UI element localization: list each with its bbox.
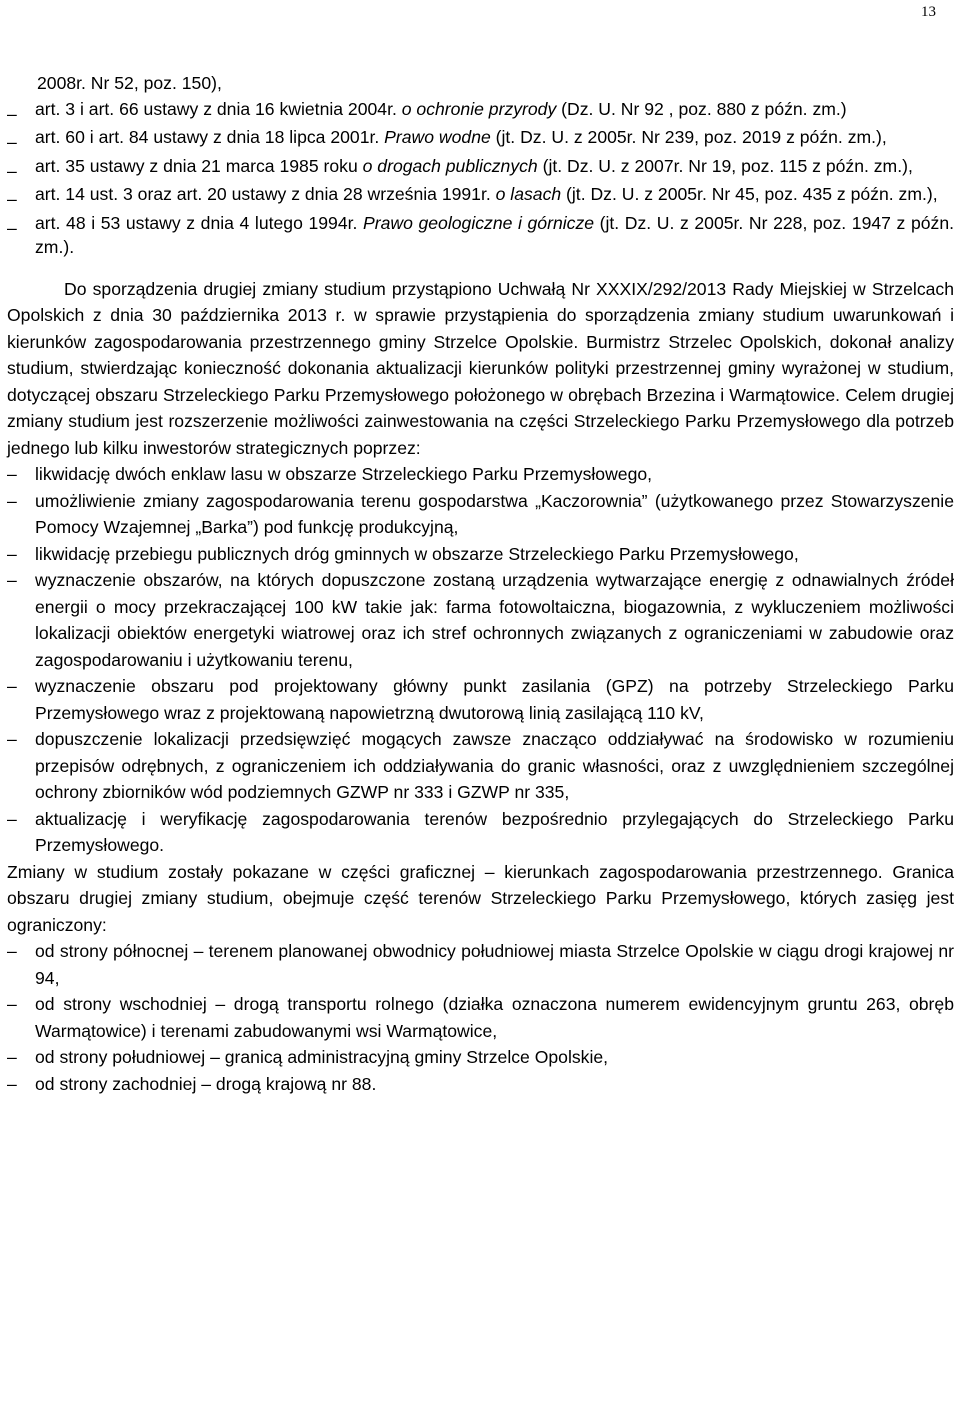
list-item: [7, 154, 954, 179]
item-text: wyznaczenie obszarów, na których dopuszczone zostaną urządzenia wytwarzające energię z odnawialnych źródeł energii o mocy przekraczającej 100 kW takie jak: farma fotowoltaiczna, biogazownia, z wykluczeniem możliwości lokalizacji obiektów energetyki wiatrowej oraz ich stref ochronnych związanych z ograniczeniami w zabudowie oraz zagospodarowaniu i użytkowaniu terenu,: [35, 570, 954, 670]
item-text: likwidację przebiegu publicznych dróg gminnych w obszarze Strzeleckiego Parku Przemysłowego,: [35, 543, 799, 564]
item-text: (jt. Dz. U. z 2005r. Nr 228, poz. 1947 z późn. zm.).: [35, 212, 954, 257]
dash-bullet-icon: –: [7, 941, 17, 961]
item-text: likwidację dwóch enklaw lasu w obszarze Strzeleckiego Parku Przemysłowego,: [35, 464, 653, 484]
dash-bullet-icon: –: [7, 217, 17, 238]
goals-list: [7, 461, 954, 859]
list-item: [7, 461, 954, 488]
dash-bullet-icon: –: [7, 103, 17, 124]
list-continuation-line: 2008r. Nr 52, poz. 150),: [37, 73, 222, 93]
list-item: [7, 806, 954, 859]
paragraph-study-change: Do sporządzenia drugiej zmiany studium przystąpiono Uchwałą Nr XXXIX/292/2013 Rady Miejskiej w Strzelcach Opolskich z dnia 30 października 2013 r. w sprawie przystąpienia do sporządzenia zmiany studium uwarunkowań i kierunków zagospodarowania przestrzennego gminy Strzelce Opolskie. Burmistrz Strzelec Opolskich, dokonał analizy studium, stwierdzając konieczność dokonania aktualizacji kierunków polityki przestrzennej gminy wyrażonej w studium, dotyczącej obszaru Strzeleckiego Parku Przemysłowego położonego w obrębach Brzezina i Warmątowice. Celem drugiej zmiany studium jest rozszerzenie możliwości zainwestowania na części Strzeleckiego Parku Przemysłowego dla potrzeb jednego lub kilku inwestorów strategicznych poprzez:: [7, 278, 954, 458]
item-text: umożliwienie zmiany zagospodarowania terenu gospodarstwa „Kaczorownia” (użytkowanego przez Stowarzyszenie Pomocy Wzajemnej „Barka”) pod funkcję produkcyjną,: [35, 490, 954, 537]
item-text: od strony wschodniej – drogą transportu rolnego (działka oznaczona numerem ewidencyjnym gruntu 263, obręb Warmątowice) i terenami zabudowanymi wsi Warmątowice,: [35, 994, 954, 1041]
item-text: (jt. Dz. U. z 2005r. Nr 45, poz. 435 z późn. zm.),: [561, 184, 938, 204]
item-text: (jt. Dz. U. z 2005r. Nr 239, poz. 2019 z późn. zm.),: [490, 127, 887, 147]
dash-bullet-icon: –: [7, 729, 17, 749]
dash-bullet-icon: –: [7, 189, 17, 209]
list-item: [7, 1071, 954, 1098]
dash-bullet-icon: –: [7, 808, 17, 829]
act-title: Prawo geologiczne i górnicze: [363, 212, 595, 233]
list-item: [7, 125, 954, 150]
act-title: o ochronie przyrody: [401, 98, 557, 119]
legal-references-list: [7, 70, 954, 260]
item-text: wyznaczenie obszaru pod projektowany główny punkt zasilania (GPZ) na potrzeby Strzeleckiego Parku Przemysłowego wraz z projektowaną napowietrzną dwutorową linią zasilającą 110 kV,: [35, 676, 954, 723]
list-item: [7, 1044, 954, 1071]
dash-bullet-icon: –: [7, 490, 17, 511]
item-text: aktualizację i weryfikację zagospodarowania terenów bezpośrednio przylegających do Strzeleckiego Parku Przemysłowego.: [35, 808, 954, 855]
dash-bullet-icon: –: [7, 676, 17, 696]
item-text: od strony południowej – granicą administracyjną gminy Strzelce Opolskie,: [35, 1047, 609, 1067]
list-item: [7, 673, 954, 726]
list-item: [7, 938, 954, 991]
item-text: art. 48 i 53 ustawy z dnia 4 lutego 1994r.: [35, 212, 364, 233]
act-title: Prawo wodne: [384, 127, 491, 147]
dash-bullet-icon: –: [7, 543, 17, 564]
list-item: [7, 488, 954, 541]
list-item: [7, 211, 954, 260]
dash-bullet-icon: –: [7, 994, 17, 1014]
act-title: o drogach publicznych: [362, 155, 538, 176]
dash-bullet-icon: –: [7, 464, 17, 484]
paragraph-boundary: Zmiany w studium zostały pokazane w części graficznej – kierunkach zagospodarowania przestrzennego. Granica obszaru drugiej zmiany studium, obejmuje część terenów Strzeleckiego Parku Przemysłowego, których zasięg jest ograniczony:: [7, 861, 954, 935]
item-text: od strony północnej – terenem planowanej obwodnicy południowej miasta Strzelce Opolskie w ciągu drogi krajowej nr 94,: [35, 941, 954, 988]
item-text: dopuszczenie lokalizacji przedsięwzięć mogących zawsze znacząco oddziaływać na środowisko w rozumieniu przepisów odrębnych, z ograniczeniem ich oddziaływania do granic własności, oraz z uwzględnieniem szczególnej ochrony zbiorników wód podziemnych GZWP nr 333 i GZWP nr 335,: [35, 729, 954, 802]
dash-bullet-icon: –: [7, 132, 17, 152]
item-text: art. 3 i art. 66 ustawy z dnia 16 kwietnia 2004r.: [35, 98, 402, 119]
document-body: [7, 70, 954, 1097]
list-item: [7, 182, 954, 207]
act-title: o lasach: [495, 184, 562, 204]
boundary-list: [7, 938, 954, 1097]
dash-bullet-icon: –: [7, 1047, 17, 1067]
list-item: [7, 567, 954, 673]
dash-bullet-icon: –: [7, 160, 17, 181]
list-item: [7, 541, 954, 568]
item-text: od strony zachodniej – drogą krajową nr 88.: [35, 1073, 377, 1094]
dash-bullet-icon: –: [7, 1073, 17, 1094]
item-text: art. 14 ust. 3 oraz art. 20 ustawy z dnia 28 września 1991r.: [35, 184, 496, 204]
page-number: 13: [921, 4, 936, 20]
list-item: [7, 991, 954, 1044]
item-text: (jt. Dz. U. z 2007r. Nr 19, poz. 115 z późn. zm.),: [537, 155, 913, 176]
item-text: art. 60 i art. 84 ustawy z dnia 18 lipca 2001r.: [35, 127, 385, 147]
list-item: [7, 726, 954, 806]
item-text: art. 35 ustawy z dnia 21 marca 1985 roku: [35, 155, 363, 176]
list-item: [7, 97, 954, 122]
item-text: (Dz. U. Nr 92 , poz. 880 z późn. zm.): [556, 98, 847, 119]
dash-bullet-icon: –: [7, 570, 17, 590]
